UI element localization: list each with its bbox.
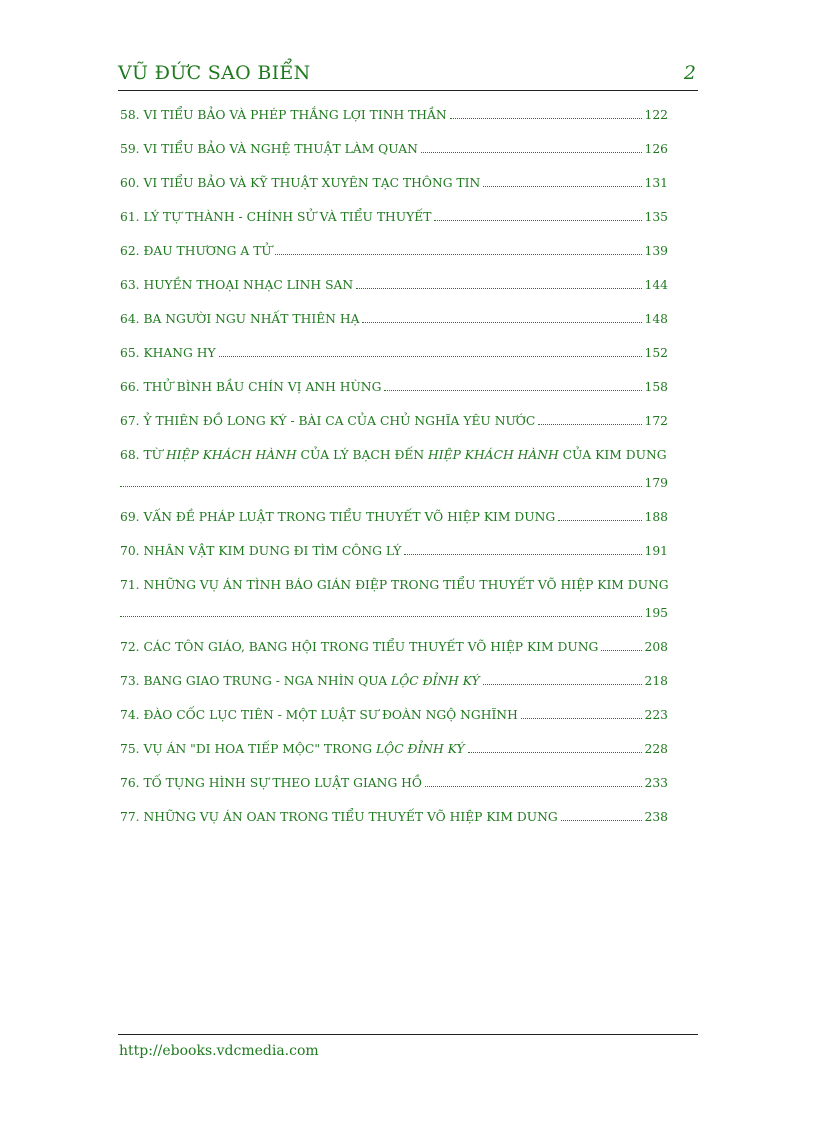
page-number: 2	[683, 62, 696, 84]
toc-entry-title: 74. ĐÀO CỐC LỤC TIÊN - MỘT LUẬT SƯ ĐOÀN NGỘ NGHĨNH	[120, 708, 518, 722]
toc-entry-title: 76. TỐ TỤNG HÌNH SỰ THEO LUẬT GIANG HỒ	[120, 776, 422, 790]
toc-entry-title: 61. LÝ TỰ THÀNH - CHÍNH SỬ VÀ TIỂU THUYẾT	[120, 210, 432, 224]
toc-entry-page: 135	[644, 210, 668, 224]
dot-leader	[450, 118, 642, 119]
toc-entry[interactable]	[120, 210, 668, 244]
toc-entry[interactable]	[120, 244, 668, 278]
toc-entry-page: 139	[644, 244, 668, 258]
toc-entry-title: 72. CÁC TÔN GIÁO, BANG HỘI TRONG TIỂU THUYẾT VÕ HIỆP KIM DUNG	[120, 640, 599, 654]
toc-entry-page: 191	[644, 544, 668, 558]
dot-leader	[421, 152, 642, 153]
toc-entry-title: 71. NHỮNG VỤ ÁN TÌNH BÁO GIÁN ĐIỆP TRONG TIỂU THUYẾT VÕ HIỆP KIM DUNG	[120, 578, 669, 592]
toc-entry[interactable]	[120, 142, 668, 176]
dot-leader	[561, 820, 642, 821]
dot-leader	[538, 424, 641, 425]
toc-entry[interactable]	[120, 578, 668, 640]
dot-leader	[275, 254, 642, 255]
toc-entry-page: 172	[644, 414, 668, 428]
dot-leader	[483, 684, 642, 685]
toc-entry[interactable]	[120, 312, 668, 346]
toc-entry-page: 223	[644, 708, 668, 722]
toc-entry[interactable]	[120, 742, 668, 776]
dot-leader	[558, 520, 641, 521]
toc-entry[interactable]	[120, 640, 668, 674]
footer-url-link[interactable]: http://ebooks.vdcmedia.com	[119, 1043, 319, 1059]
toc-entry-title: 66. THỬ BÌNH BẦU CHÍN VỊ ANH HÙNG	[120, 380, 382, 394]
toc-entry-title: 69. VẤN ĐỀ PHÁP LUẬT TRONG TIỂU THUYẾT VÕ HIỆP KIM DUNG	[120, 510, 556, 524]
toc-entry-page: 218	[644, 674, 668, 688]
dot-leader	[120, 616, 642, 617]
dot-leader	[434, 220, 641, 221]
toc-entry-page: 152	[644, 346, 668, 360]
toc-entry[interactable]	[120, 810, 668, 844]
toc-entry-title: 62. ĐAU THƯƠNG A TỬ	[120, 244, 272, 258]
dot-leader	[404, 554, 641, 555]
toc-entry-title: 64. BA NGƯỜI NGU NHẤT THIÊN HẠ	[120, 312, 360, 326]
toc-entry[interactable]	[120, 544, 668, 578]
toc-entry-page: 131	[644, 176, 668, 190]
toc-entry-page: 238	[644, 810, 668, 824]
toc-entry-page: 228	[644, 742, 668, 756]
toc-entry[interactable]	[120, 176, 668, 210]
toc-entry[interactable]	[120, 414, 668, 448]
toc-entry[interactable]	[120, 380, 668, 414]
toc-entry[interactable]	[120, 346, 668, 380]
toc-entry-page: 195	[644, 606, 668, 620]
toc-entry-page: 179	[644, 476, 668, 490]
toc-entry-title: 68. TỪ HIỆP KHÁCH HÀNH CỦA LÝ BẠCH ĐẾN HIỆP KHÁCH HÀNH CỦA KIM DUNG	[120, 448, 667, 462]
toc-entry[interactable]	[120, 674, 668, 708]
toc-entry-page: 148	[644, 312, 668, 326]
toc-entry-title: 73. BANG GIAO TRUNG - NGA NHÌN QUA LỘC ĐỈNH KÝ	[120, 674, 480, 688]
page-header	[118, 58, 698, 91]
toc-entry[interactable]	[120, 448, 668, 510]
book-author-title: VŨ ĐỨC SAO BIỂN	[118, 62, 311, 84]
footer-divider	[118, 1034, 698, 1035]
toc-entry-page: 122	[644, 108, 668, 122]
toc-entry-title: 65. KHANG HY	[120, 346, 216, 360]
toc-entry[interactable]	[120, 776, 668, 810]
toc-entry-page: 126	[644, 142, 668, 156]
dot-leader	[120, 486, 642, 487]
toc-entry-title: 75. VỤ ÁN "DI HOA TIẾP MỘC" TRONG LỘC ĐỈNH KÝ	[120, 742, 465, 756]
toc-entry[interactable]	[120, 278, 668, 312]
dot-leader	[384, 390, 641, 391]
dot-leader	[219, 356, 642, 357]
toc-entry-title: 58. VI TIỂU BẢO VÀ PHÉP THẮNG LỢI TINH THẦN	[120, 108, 447, 122]
toc-entry-page: 208	[644, 640, 668, 654]
toc-entry-title: 60. VI TIỂU BẢO VÀ KỸ THUẬT XUYÊN TẠC THÔNG TIN	[120, 176, 481, 190]
dot-leader	[468, 752, 642, 753]
toc-entry-page: 144	[644, 278, 668, 292]
toc-entry[interactable]	[120, 108, 668, 142]
dot-leader	[356, 288, 641, 289]
toc-entry[interactable]	[120, 708, 668, 742]
dot-leader	[601, 650, 641, 651]
table-of-contents	[120, 108, 668, 844]
toc-entry-page: 188	[644, 510, 668, 524]
toc-entry-title: 77. NHỮNG VỤ ÁN OAN TRONG TIỂU THUYẾT VÕ HIỆP KIM DUNG	[120, 810, 558, 824]
dot-leader	[521, 718, 642, 719]
toc-entry-title: 63. HUYỀN THOẠI NHẠC LINH SAN	[120, 278, 354, 292]
toc-entry-title: 70. NHÂN VẬT KIM DUNG ĐI TÌM CÔNG LÝ	[120, 544, 402, 558]
toc-entry-title: 67. Ỷ THIÊN ĐỒ LONG KÝ - BÀI CA CỦA CHỦ NGHĨA YÊU NƯỚC	[120, 414, 536, 428]
dot-leader	[483, 186, 641, 187]
dot-leader	[362, 322, 641, 323]
toc-entry-page: 233	[644, 776, 668, 790]
toc-entry[interactable]	[120, 510, 668, 544]
toc-entry-title: 59. VI TIỂU BẢO VÀ NGHỆ THUẬT LÀM QUAN	[120, 142, 418, 156]
dot-leader	[425, 786, 642, 787]
toc-entry-page: 158	[644, 380, 668, 394]
